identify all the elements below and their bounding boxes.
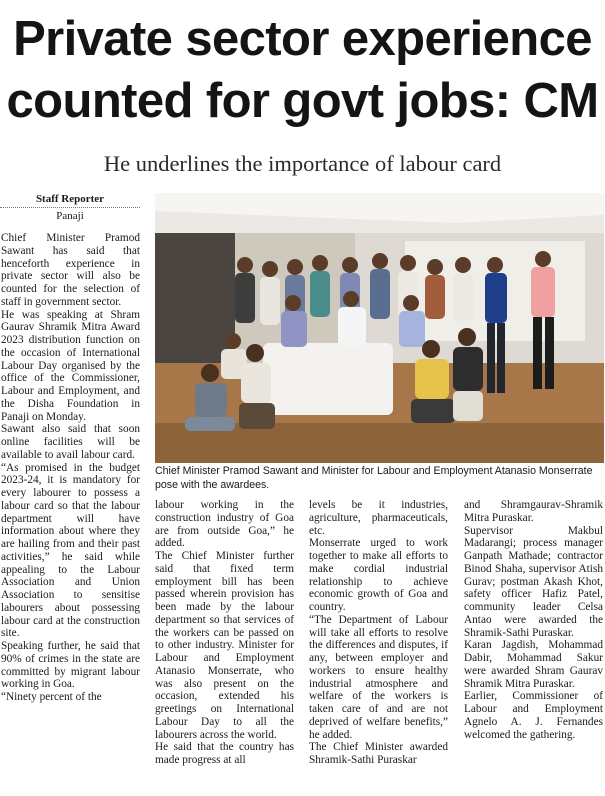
- article-column-1: [1, 232, 140, 704]
- paragraph: Karan Jagdish, Mohammad Dabir, Mohammad Sakur were awarded Shram Gaurav Shramik Mitra Puraskar.: [464, 639, 603, 690]
- paragraph: and Shramgaurav-Shramik Mitra Puraskar.: [464, 499, 603, 524]
- article-column-4: [464, 499, 603, 741]
- paragraph: The Chief Minister awarded Shramik-Sathi Puraskar: [309, 741, 448, 766]
- paragraph: Chief Minister Pramod Sawant has said that henceforth experience in private sector will also be counted for the selection of staff in government sector.: [1, 232, 140, 308]
- paragraph: The Chief Minister further said that fixed term employment bill has been passed wherein provision has been made by the labour department so that services of the workers can be passed on to other industry. Minister for Labour and Employment Atanasio Monserrate, who was also present on the occasion, extended his greetings on International Labour Day to all the labourers across the world.: [155, 550, 294, 741]
- dateline: Panaji: [0, 207, 140, 223]
- headline-line-1: Private sector experience: [13, 12, 592, 66]
- paragraph: He said that the country has made progress at all: [155, 741, 294, 766]
- byline: [0, 192, 140, 223]
- article-column-3: [309, 499, 448, 767]
- paragraph: “Ninety percent of the: [1, 691, 102, 703]
- author-name: Staff Reporter: [35, 193, 105, 205]
- paragraph: Monserrate urged to work together to make all efforts to make cordial industrial relationship to achieve economic growth of Goa and country.: [309, 537, 448, 613]
- paragraph: Supervisor Makbul Madarangi; process manager Ganpath Mathade; contractor Binod Shaha, supervisor Atish Gurav; postman Akash Khot, safety officer Hafiz Patel, community leader Celsa Antao were awarded the Shramik-Sathi Puraskar.: [464, 524, 603, 639]
- paragraph: “As promised in the budget 2023-24, it is mandatory for every labourer to possess a labour card so that the labour department will have information about where they are hailing from and their past activities,” he said while appealing to the Labour Association and Union Association to sensitise labourers about possessing labour card at the construction site.: [1, 461, 140, 640]
- photo-caption: Chief Minister Pramod Sawant and Minister for Labour and Employment Atanasio Monserrate pose with the awardees.: [155, 465, 593, 491]
- paragraph: labour working in the construction industry of Goa are from outside Goa,” he added.: [155, 499, 294, 550]
- paragraph: Sawant also said that soon online facilities will be available to avail labour card.: [1, 423, 140, 461]
- paragraph: “The Department of Labour will take all efforts to resolve the differences and disputes, if any, between employer and workers to ensure healthy industrial atmosphere and welfare of the workers is taken care of and are not deprived of welfare benefits,” he added.: [309, 613, 448, 741]
- headline: [0, 8, 605, 132]
- group-photo: [155, 193, 604, 463]
- paragraph: Earlier, Commissioner of Labour and Employment Agnelo A. J. Fernandes welcomed the gathering.: [464, 690, 603, 741]
- headline-line-2: counted for govt jobs: CM: [6, 74, 599, 128]
- deck-subheadline: He underlines the importance of labour card: [103, 151, 502, 176]
- paragraph: levels be it industries, agriculture, pharmaceuticals, etc.: [309, 499, 448, 537]
- paragraph: He was speaking at Shram Gaurav Shramik Mitra Award 2023 distribution function on the occasion of International Labour Day organised by the office of the Commissioner, Labour and Employment, and the Disha Foundation in Panaji on Monday.: [1, 308, 140, 423]
- paragraph: Speaking further, he said that 90% of crimes in the state are committed by migrant labour working in Goa.: [1, 640, 140, 691]
- group-photo-illustration: [155, 193, 604, 463]
- article-column-2: [155, 499, 294, 767]
